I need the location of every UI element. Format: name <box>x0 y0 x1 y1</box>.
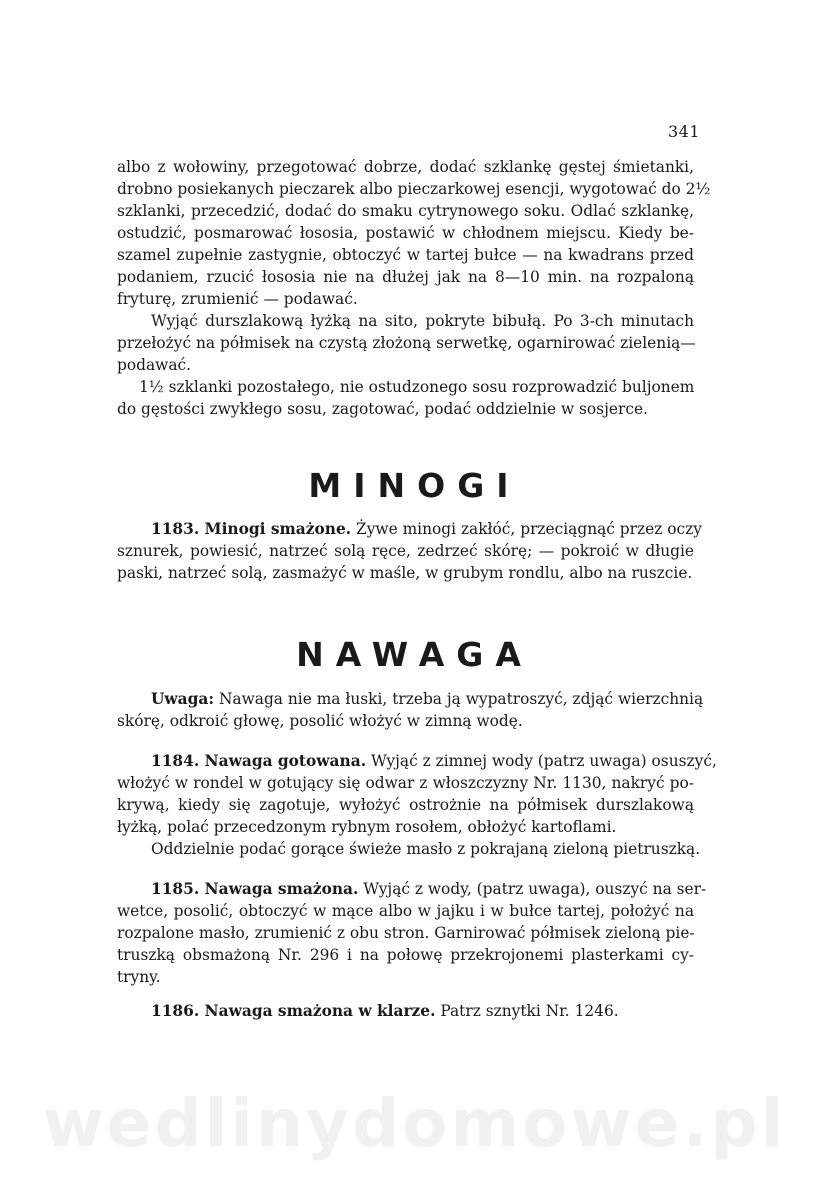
text-line: podawać. <box>117 356 192 374</box>
watermark: wedlinydomowe.pl <box>42 1085 787 1162</box>
text-line: wetce, posolić, obtoczyć w mące albo w jajku i w bułce tartej, położyć na <box>117 902 694 920</box>
text-line: albo z wołowiny, przegotować dobrze, dodać szklankę gęstej śmietanki, <box>117 158 694 176</box>
text-line: truszką obsmażoną Nr. 296 i na połowę przekrojonemi plasterkami cy- <box>117 946 694 964</box>
recipe-1185 <box>117 878 707 988</box>
uwaga-note <box>117 688 704 732</box>
text-line: krywą, kiedy się zagotuje, wyłożyć ostrożnie na półmisek durszlakową <box>117 796 694 814</box>
text-line: drobno posiekanych pieczarek albo pieczarkowej esencji, wygotować do 2½ <box>117 180 711 198</box>
note-text: Nawaga nie ma łuski, trzeba ją wypatroszyć, zdjąć wierzchnią <box>214 690 704 708</box>
text-line: przełożyć na półmisek na czystą złożoną serwetkę, ogarnirować zielenią— <box>117 334 696 352</box>
recipe-heading: 1184. Nawaga gotowana. <box>151 752 367 770</box>
text-line: włożyć w rondel w gotujący się odwar z włoszczyzny Nr. 1130, nakryć po- <box>117 774 694 792</box>
note-heading: Uwaga: <box>151 690 215 708</box>
text-line: tryny. <box>117 968 161 986</box>
recipe-1186 <box>117 1000 694 1022</box>
text-line: paski, natrzeć solą, zasmażyć w maśle, w grubym rondlu, albo na ruszcie. <box>117 564 693 582</box>
recipe-heading: 1185. Nawaga smażona. <box>151 880 359 898</box>
text-line: rozpalone masło, zrumienić z obu stron. Garnirować półmisek zieloną pie- <box>117 924 695 942</box>
recipe-heading: 1183. Minogi smażone. <box>151 520 352 538</box>
section-title-nawaga: NAWAGA <box>296 635 533 674</box>
recipe-text: Patrz sznytki Nr. 1246. <box>435 1002 619 1020</box>
text-line <box>117 878 707 900</box>
text-line <box>117 518 702 540</box>
recipe-text: Wyjąć z wody, (patrz uwaga), ouszyć na ser- <box>358 880 707 898</box>
text-line: do gęstości zwykłego sosu, zagotować, podać oddzielnie w sosjerce. <box>117 400 648 418</box>
section-title-minogi: MINOGI <box>308 466 521 505</box>
text-line <box>117 1000 694 1022</box>
text-line: Oddzielnie podać gorące świeże masło z pokrajaną zieloną pietruszką. <box>151 840 701 858</box>
text-line: ostudzić, posmarować łososia, postawić w chłodnem miejscu. Kiedy be- <box>117 224 694 242</box>
recipe-text: Wyjąć z zimnej wody (patrz uwaga) osuszyć, <box>366 752 717 770</box>
text-line: szklanki, przecedzić, dodać do smaku cytrynowego soku. Odlać szklankę, <box>117 202 694 220</box>
recipe-1183 <box>117 518 702 584</box>
text-line <box>117 688 704 710</box>
page-number: 341 <box>668 122 701 141</box>
text-line: łyżką, polać przecedzonym rybnym rosołem, obłożyć kartoflami. <box>117 818 617 836</box>
text-line: 1½ szklanki pozostałego, nie ostudzonego sosu rozprowadzić buljonem <box>139 378 695 396</box>
recipe-text: Żywe minogi zakłóć, przeciągnąć przez oczy <box>351 520 702 538</box>
recipe-1184 <box>117 750 717 860</box>
text-line <box>117 750 717 772</box>
text-line: Wyjąć durszlakową łyżką na sito, pokryte bibułą. Po 3-ch minutach <box>151 312 694 330</box>
recipe-heading: 1186. Nawaga smażona w klarze. <box>151 1002 436 1020</box>
text-line: szamel zupełnie zastygnie, obtoczyć w tartej bułce — na kwadrans przed <box>117 246 694 264</box>
text-line: skórę, odkroić głowę, posolić włożyć w zimną wodę. <box>117 712 523 730</box>
text-line: podaniem, rzucić łososia nie na dłużej jak na 8—10 min. na rozpaloną <box>117 268 694 286</box>
text-line: sznurek, powiesić, natrzeć solą ręce, zedrzeć skórę; — pokroić w długie <box>117 542 694 560</box>
text-line: fryturę, zrumienić — podawać. <box>117 290 358 308</box>
intro-paragraph <box>117 156 711 420</box>
